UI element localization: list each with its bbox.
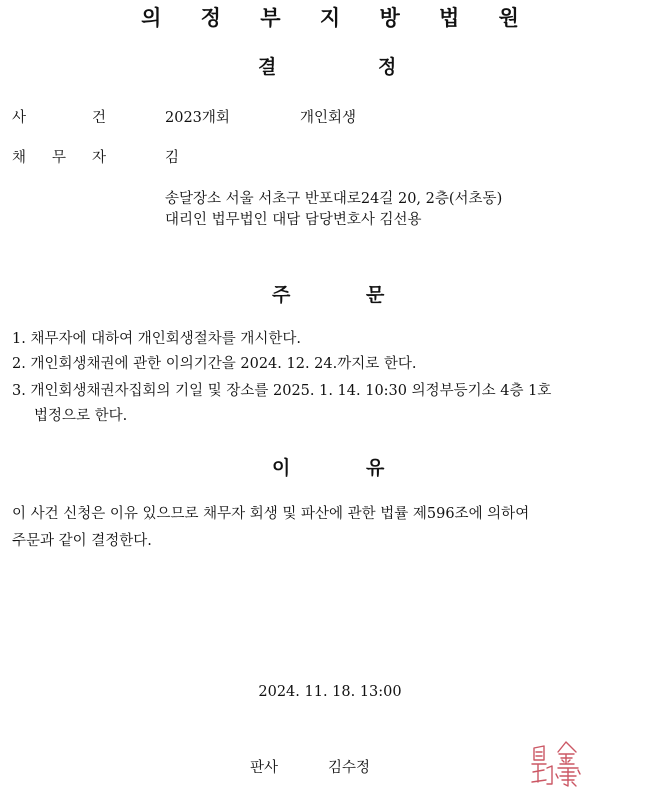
case-number: 2023개회 [165,110,230,126]
debtor-address: 송달장소 서울 서초구 반포대로24길 20, 2층(서초동) [165,191,503,207]
judge-seal-stamp [528,738,586,790]
reason-heading-char-1: 이 [272,457,291,479]
debtor-label-char-3: 자 [92,150,107,166]
decision-date: 2024. 11. 18. 13:00 [258,684,402,700]
court-name: 의 정 부 지 방 법 원 [141,6,535,30]
judge-title: 판사 [250,760,279,776]
debtor-name: 김 [165,150,180,166]
order-item: 1. 채무자에 대하여 개인회생절차를 개시한다. [12,331,302,347]
debtor-agent: 대리인 법무법인 대담 담당변호사 김선용 [165,212,422,228]
reason-heading-char-2: 유 [366,457,385,479]
case-label-char-1: 사 [12,110,27,126]
reason-line: 이 사건 신청은 이유 있으므로 채무자 회생 및 파산에 관한 법률 제596조에 의하여 [12,506,530,522]
order-item-continuation: 법정으로 한다. [34,408,128,424]
order-item: 2. 개인회생채권에 관한 이의기간을 2024. 12. 24.까지로 한다. [12,356,417,372]
debtor-label-char-2: 무 [52,150,67,166]
judge-name: 김수정 [328,760,371,776]
case-type: 개인회생 [300,110,357,126]
doc-title-char-2: 정 [378,56,397,78]
reason-line: 주문과 같이 결정한다. [12,533,152,549]
doc-title-char-1: 결 [258,56,277,78]
order-item: 3. 개인회생채권자집회의 기일 및 장소를 2025. 1. 14. 10:30 의정부등기소 4층 1호 [12,383,552,399]
order-heading-char-2: 문 [366,284,385,306]
debtor-label-char-1: 채 [12,150,27,166]
case-label-char-2: 건 [92,110,107,126]
order-heading-char-1: 주 [272,284,291,306]
